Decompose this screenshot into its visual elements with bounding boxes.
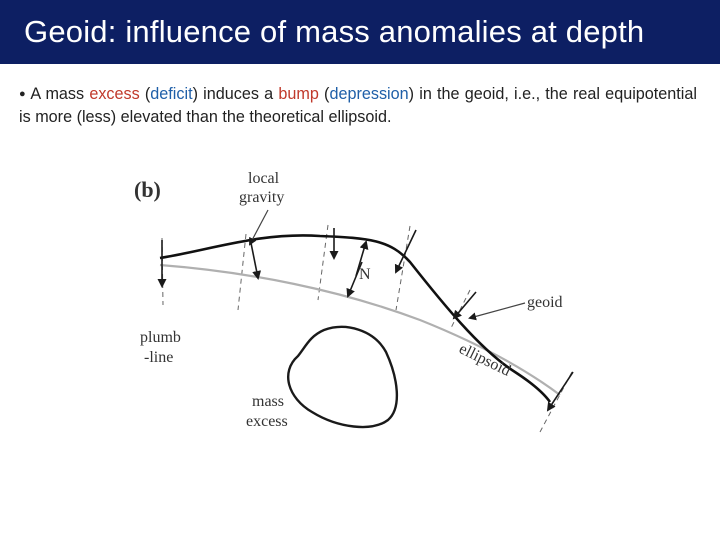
mass-excess-label-line1: mass — [252, 393, 284, 410]
plumb-line-label-line2: -line — [144, 349, 174, 366]
bullet-dot-icon: ● — [19, 88, 27, 100]
plumb-line-label-line1: plumb — [140, 329, 181, 346]
ellipsoid-label: ellipsoid — [456, 340, 514, 380]
bullet-part-1: A mass — [30, 85, 90, 103]
mass-excess-label-line2: excess — [246, 413, 288, 430]
label-pointer-arrows — [250, 210, 525, 318]
local-gravity-label-line1: local — [248, 170, 280, 187]
dashed-line-2 — [238, 234, 246, 310]
bullet-part-4: ( — [318, 85, 330, 103]
panel-label-b: (b) — [134, 177, 161, 202]
bullet-part-2: ( — [139, 85, 151, 103]
keyword-excess: excess — [89, 85, 140, 103]
n-label: N — [359, 266, 371, 283]
keyword-depression: depression — [329, 85, 409, 103]
mass-excess-shape — [288, 327, 397, 427]
keyword-bump: bump — [278, 85, 319, 103]
plumb-arrow-2 — [250, 238, 258, 278]
slide-title: Geoid: influence of mass anomalies at depth — [24, 14, 645, 49]
bullet-part-5: ) in the geoid, i.e., the real equipotential is more (less) elevated than the theoretical ellipsoid. — [19, 85, 697, 126]
local-gravity-label-line2: gravity — [239, 189, 285, 206]
plumb-arrow-5 — [454, 292, 476, 318]
bullet-part-3: ) induces a — [192, 85, 279, 103]
keyword-deficit: deficit — [150, 85, 193, 103]
geoid-pointer — [470, 303, 525, 318]
plumb-arrow-6 — [548, 372, 573, 410]
geoid-label: geoid — [527, 294, 563, 311]
